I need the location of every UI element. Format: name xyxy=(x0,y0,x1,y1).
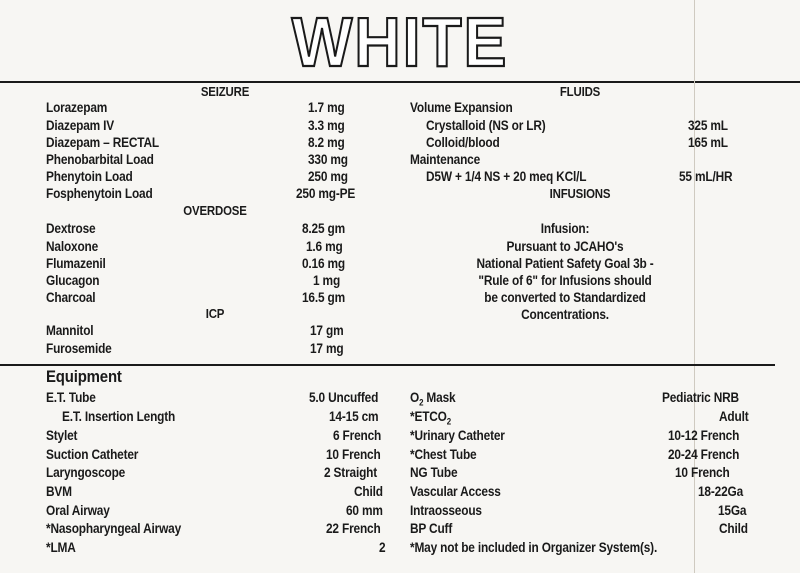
infusion-line: Concentrations. xyxy=(521,307,609,322)
equipment-name: *LMA xyxy=(46,540,76,555)
med-dose: 1.7 mg xyxy=(308,100,345,115)
med-name: Fosphenytoin Load xyxy=(46,186,153,201)
med-name: Naloxone xyxy=(46,239,99,254)
med-name: Diazepam IV xyxy=(46,118,115,133)
equipment-name: NG Tube xyxy=(410,465,458,480)
med-dose: 16.5 gm xyxy=(302,290,346,305)
med-dose: 250 mg-PE xyxy=(296,186,356,201)
equipment-value: 10 French xyxy=(326,447,381,462)
med-name: Charcoal xyxy=(46,290,96,305)
page-title: WHITE xyxy=(291,3,509,80)
infusions-heading: INFUSIONS xyxy=(549,186,611,201)
med-dose: 17 gm xyxy=(310,323,344,338)
fluids-heading: FLUIDS xyxy=(559,84,601,99)
equipment-footnote: *May not be included in Organizer System(s). xyxy=(410,540,658,555)
infusion-line: Pursuant to JCAHO's xyxy=(506,239,624,254)
med-dose: 8.2 mg xyxy=(308,135,345,150)
med-name: Glucagon xyxy=(46,273,100,288)
infusion-line: National Patient Safety Goal 3b - xyxy=(476,256,654,271)
infusion-line: "Rule of 6" for Infusions should xyxy=(478,273,652,288)
med-dose: 8.25 gm xyxy=(302,221,346,236)
equipment-name: *Chest Tube xyxy=(410,447,477,462)
equipment-value: 6 French xyxy=(333,428,382,443)
equipment-name xyxy=(410,390,455,411)
icp-heading: ICP xyxy=(205,306,225,321)
equipment-value: 5.0 Uncuffed xyxy=(309,390,379,405)
med-dose: 3.3 mg xyxy=(308,118,345,133)
fluid-dose: 165 mL xyxy=(688,135,728,150)
equipment-value: 22 French xyxy=(326,521,381,536)
overdose-heading: OVERDOSE xyxy=(183,203,247,218)
equipment-name: E.T. Insertion Length xyxy=(62,409,176,424)
equipment-value: Pediatric NRB xyxy=(662,390,739,405)
med-dose: 17 mg xyxy=(310,341,344,356)
med-dose: 250 mg xyxy=(308,169,348,184)
equipment-name: Intraosseous xyxy=(410,503,482,518)
title-banner xyxy=(0,0,800,80)
equipment-value: 20-24 French xyxy=(668,447,740,462)
equipment-divider xyxy=(0,364,775,366)
fluid-name: Colloid/blood xyxy=(426,135,500,150)
equipment-value: Child xyxy=(719,521,748,536)
equipment-name: BVM xyxy=(46,484,72,499)
fluid-dose: 325 mL xyxy=(688,118,728,133)
equipment-name xyxy=(410,409,451,430)
equipment-value: Child xyxy=(354,484,383,499)
med-name: Phenytoin Load xyxy=(46,169,133,184)
equipment-value: 14-15 cm xyxy=(329,409,379,424)
equipment-value: 10 French xyxy=(675,465,730,480)
med-dose: 1.6 mg xyxy=(306,239,343,254)
equipment-value: 2 xyxy=(379,540,386,555)
med-name: Mannitol xyxy=(46,323,94,338)
fluids-maintenance: Maintenance xyxy=(410,152,481,167)
equipment-name: Laryngoscope xyxy=(46,465,126,480)
equipment-name: Oral Airway xyxy=(46,503,110,518)
med-name: Furosemide xyxy=(46,341,112,356)
title-divider xyxy=(0,81,800,83)
equipment-name: Vascular Access xyxy=(410,484,501,499)
equipment-value: 60 mm xyxy=(346,503,383,518)
med-dose: 0.16 mg xyxy=(302,256,346,271)
equipment-name: *Urinary Catheter xyxy=(410,428,505,443)
med-name: Flumazenil xyxy=(46,256,106,271)
seizure-heading: SEIZURE xyxy=(200,84,250,99)
equipment-name: *Nasopharyngeal Airway xyxy=(46,521,182,536)
fluids-volume-expansion: Volume Expansion xyxy=(410,100,513,115)
fluid-name: D5W + 1/4 NS + 20 meq KCl/L xyxy=(426,169,587,184)
equipment-value: 15Ga xyxy=(718,503,747,518)
med-name: Lorazepam xyxy=(46,100,108,115)
equipment-value: Adult xyxy=(719,409,749,424)
med-dose: 1 mg xyxy=(313,273,341,288)
med-name: Dextrose xyxy=(46,221,96,236)
med-dose: 330 mg xyxy=(308,152,348,167)
equipment-value: 10-12 French xyxy=(668,428,740,443)
infusion-line: Infusion: xyxy=(540,221,590,236)
equipment-value: 2 Straight xyxy=(324,465,378,480)
equipment-name: Stylet xyxy=(46,428,78,443)
med-name: Phenobarbital Load xyxy=(46,152,154,167)
fluid-dose: 55 mL/HR xyxy=(679,169,733,184)
infusion-line: be converted to Standardized xyxy=(484,290,646,305)
equipment-heading: Equipment xyxy=(46,367,122,386)
med-name: Diazepam – RECTAL xyxy=(46,135,159,150)
equipment-value: 18-22Ga xyxy=(698,484,744,499)
etco2-label: $*ETCO_2$ xyxy=(410,409,451,427)
o2-mask-label: $O_2$ Mask xyxy=(410,390,456,408)
equipment-name: E.T. Tube xyxy=(46,390,96,405)
equipment-name: Suction Catheter xyxy=(46,447,139,462)
fold-crease xyxy=(694,0,695,573)
equipment-name: BP Cuff xyxy=(410,521,453,536)
fluid-name: Crystalloid (NS or LR) xyxy=(426,118,546,133)
